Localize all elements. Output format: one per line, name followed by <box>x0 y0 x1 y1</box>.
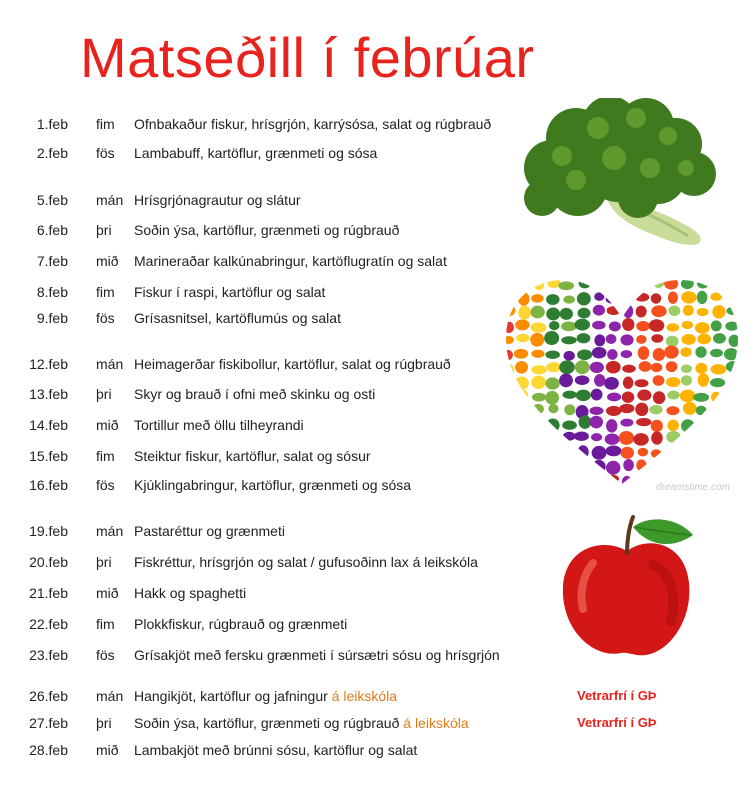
menu-date: 15.feb <box>29 448 68 464</box>
menu-date: 1.feb <box>36 116 68 132</box>
menu-weekday: mán <box>96 523 124 539</box>
menu-weekday: mið <box>96 253 119 269</box>
menu-weekday: fim <box>96 448 115 464</box>
menu-meal-text: Soðin ýsa, kartöflur, grænmeti og rúgbrauð <box>134 715 404 731</box>
menu-date: 5.feb <box>36 192 68 208</box>
menu-meal-text: Grísasnitsel, kartöflumús og salat <box>134 310 341 326</box>
menu-meal-text: Lambakjöt með brúnni sósu, kartöflur og salat <box>134 742 418 758</box>
menu-meal-text: Plokkfiskur, rúgbrauð og grænmeti <box>134 616 348 632</box>
watermark: dreamstime.com <box>656 482 730 493</box>
menu-date: 27.feb <box>29 715 68 731</box>
menu-meal-text: Pastaréttur og grænmeti <box>134 523 285 539</box>
menu-weekday: mán <box>96 356 124 372</box>
menu-meal <box>134 383 375 405</box>
menu-meal-text: Skyr og brauð í ofni með skinku og osti <box>134 386 376 402</box>
menu-meal-text: Fiskur í raspi, kartöflur og salat <box>134 284 326 300</box>
menu-date: 9.feb <box>36 310 68 326</box>
page-title: Matseðill í febrúar <box>80 26 535 89</box>
menu-weekday: fim <box>96 616 115 632</box>
menu-date: 19.feb <box>29 523 68 539</box>
menu-meal <box>134 307 341 329</box>
menu-weekday: mán <box>96 192 124 208</box>
menu-meal-text: Hangikjöt, kartöflur og jafningur <box>134 688 332 704</box>
menu-weekday: þri <box>96 554 112 570</box>
menu-meal-note: á leikskóla <box>331 688 398 704</box>
menu-weekday: þri <box>96 386 112 402</box>
menu-date: 21.feb <box>29 585 68 601</box>
menu-meal <box>134 685 397 707</box>
menu-date: 14.feb <box>29 417 68 433</box>
menu-meal-text: Hrísgrjónagrautur og slátur <box>134 192 301 208</box>
menu-date: 2.feb <box>36 145 68 161</box>
menu-meal-text: Kjúklingabringur, kartöflur, grænmeti og sósa <box>134 477 412 493</box>
menu-meal <box>134 353 451 375</box>
menu-meal <box>134 445 371 467</box>
menu-weekday: mið <box>96 742 119 758</box>
menu-meal-text: Soðin ýsa, kartöflur, grænmeti og rúgbrauð <box>134 222 400 238</box>
menu-meal-text: Ofnbakaður fiskur, hrísgrjón, karrýsósa, salat og rúgbrauð <box>134 116 492 132</box>
menu-meal <box>134 189 301 211</box>
menu-weekday: þri <box>96 222 112 238</box>
menu-meal-text: Fiskréttur, hrísgrjón og salat / gufusoðinn lax á leikskóla <box>134 554 478 570</box>
menu-meal-text: Steiktur fiskur, kartöflur, salat og sósur <box>134 448 371 464</box>
menu-meal <box>134 520 285 542</box>
menu-meal <box>134 474 411 496</box>
menu-meal-text: Marineraðar kalkúnabringur, kartöflugratín og salat <box>134 253 447 269</box>
menu-meal-note: á leikskóla <box>403 715 469 731</box>
menu-meal <box>134 414 304 436</box>
menu-meal <box>134 113 491 135</box>
apple-image <box>553 513 703 663</box>
menu-meal <box>134 739 417 761</box>
menu-meal-text: Hakk og spaghetti <box>134 585 247 601</box>
menu-weekday: fim <box>96 116 115 132</box>
menu-meal <box>134 644 500 666</box>
menu-date: 20.feb <box>29 554 68 570</box>
menu-meal <box>134 250 447 272</box>
menu-meal <box>134 281 325 303</box>
menu-meal <box>134 142 377 164</box>
menu-date: 6.feb <box>36 222 68 238</box>
menu-date: 23.feb <box>29 647 68 663</box>
menu-meal-text: Lambabuff, kartöflur, grænmeti og sósa <box>134 145 378 161</box>
menu-date: 8.feb <box>36 284 68 300</box>
menu-weekday: fös <box>96 477 115 493</box>
menu-weekday: mið <box>96 585 119 601</box>
menu-weekday: fim <box>96 284 115 300</box>
menu-weekday: mið <box>96 417 119 433</box>
menu-date: 13.feb <box>29 386 68 402</box>
menu-date: 22.feb <box>29 616 68 632</box>
menu-date: 26.feb <box>29 688 68 704</box>
menu-date: 7.feb <box>36 253 68 269</box>
menu-meal-text: Grísakjöt með fersku grænmeti í súrsætri sósu og hrísgrjón <box>134 647 500 663</box>
menu-meal <box>134 582 246 604</box>
menu-weekday: fös <box>96 145 115 161</box>
menu-date: 28.feb <box>29 742 68 758</box>
menu-weekday: mán <box>96 688 124 704</box>
menu-meal <box>134 551 478 573</box>
menu-weekday: þri <box>96 715 112 731</box>
holiday-label: Vetrarfrí í GÞ <box>577 688 657 703</box>
menu-date: 16.feb <box>29 477 68 493</box>
holiday-label: Vetrarfrí í GÞ <box>577 715 657 730</box>
menu-date: 12.feb <box>29 356 68 372</box>
menu-meal-text: Tortillur með öllu tilheyrandi <box>134 417 304 433</box>
broccoli-image <box>518 98 740 246</box>
menu-weekday: fös <box>96 310 115 326</box>
menu-meal <box>134 712 469 734</box>
fruit-heart-image <box>500 274 745 492</box>
menu-weekday: fös <box>96 647 115 663</box>
menu-meal <box>134 613 347 635</box>
menu-meal-text: Heimagerðar fiskibollur, kartöflur, salat og rúgbrauð <box>134 356 451 372</box>
menu-meal <box>134 219 399 241</box>
